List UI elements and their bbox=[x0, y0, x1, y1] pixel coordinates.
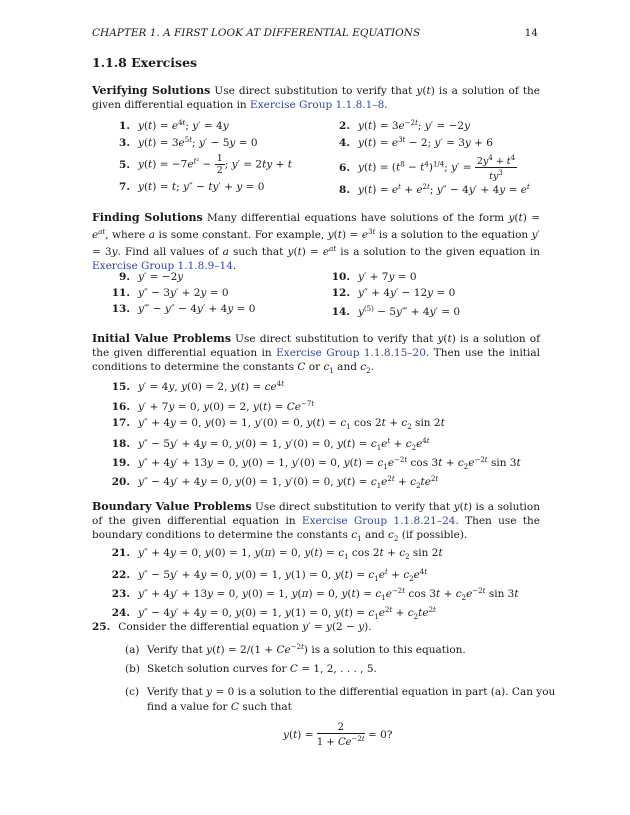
exercise-19: 19. y″ + 4y′ + 13y = 0, y(0) = 1, y′(0) = 0, $y(t) = c_1e^{-2t}$ $\cos 3t + c_2e^{-2t}$ sin 3t bbox=[111, 456, 521, 472]
exercise-16: 16. y′ + 7y = 0, y(0) = 2, $y(t) = Ce^{-7t}$ bbox=[111, 400, 315, 413]
section-heading: 1.1.8 Exercises bbox=[92, 55, 198, 70]
exercise-2: 2. $y(t) = 3e^{-2t}$; y′ = −2y bbox=[339, 119, 471, 132]
exercise-4: 4. $y(t) = e^{3t} - 2$; y′ = 3y + 6 bbox=[339, 136, 493, 149]
boundary-intro: Boundary Value Problems Use direct substitution to verify that y(t) is a solution of the given differential equation in Exercise Group 1.1.8.21–24. Then use the boundary conditions to determine the constants $c_1$ and $c_2$ (if possible). bbox=[92, 500, 540, 544]
exercise-22: 22. y″ − 5y′ + 4y = 0, y(0) = 1, y(1) = 0, $y(t) = c_1e^t + c_2e^{4t}$ bbox=[111, 568, 428, 584]
finding-title: Finding Solutions bbox=[92, 211, 203, 224]
exercise-15: 15. y′ = 4y, y(0) = 2, $y(t) = ce^{4t}$ bbox=[111, 380, 285, 393]
initial-intro: Initial Value Problems Use direct substitution to verify that y(t) is a solution of the given differential equation in Exercise Group 1.1.8.15–20. Then use the initial conditions to determine the constants C or $c_1$ and $c_2$. bbox=[92, 332, 541, 376]
exercise-11: 11. y″ − 3y′ + 2y = 0 bbox=[111, 287, 229, 299]
exercise-20: 20. y″ − 4y′ + 4y = 0, y(0) = 1, y′(0) = 0, $y(t) = c_1e^{2t} + c_2te^{2t}$ bbox=[111, 475, 439, 491]
finding-intro: Finding Solutions Many differential equations have solutions of the form $y(t) = e^{at}$, where a is some constant. For example, $y(t) = e^{3t}$ is a solution to the equation y′ = 3y. Find all values of a such that $y(t) = e^{at}$ is a solution to the given equation in Exercise Group 1.1.8.9–14. bbox=[92, 211, 540, 272]
exercise-25: 25. Consider the differential equation y′ = y(2 − y). bbox=[92, 621, 372, 633]
boundary-title: Boundary Value Problems bbox=[92, 500, 252, 513]
exercise-3: 3. $y(t) = 3e^{5t}$; y′ − 5y = 0 bbox=[119, 136, 258, 149]
verifying-title: Verifying Solutions bbox=[92, 84, 211, 97]
exercise-25c-cont: find a value for C such that bbox=[147, 701, 292, 713]
exercise-25a: (a) Verify that $y(t) = 2/(1 + Ce^{-2t})$ is a solution to this equation. bbox=[125, 643, 466, 656]
exercise-13: 13. y‴ − y″ − 4y′ + 4y = 0 bbox=[111, 303, 256, 315]
exercise-link[interactable]: Exercise Group 1.1.8.9–14 bbox=[92, 260, 233, 272]
running-header bbox=[92, 27, 538, 41]
exercise-1: 1. $y(t) = e^{4t}$; y′ = 4y bbox=[119, 119, 229, 132]
exercise-12: 12. y″ + 4y′ − 12y = 0 bbox=[331, 287, 456, 299]
exercise-link[interactable]: Exercise Group 1.1.8.21–24 bbox=[301, 515, 456, 527]
initial-title: Initial Value Problems bbox=[92, 332, 232, 345]
exercise-link[interactable]: Exercise Group 1.1.8.1–8 bbox=[250, 99, 385, 111]
exercise-7: 7. y(t) = t; y″ − ty′ + y = 0 bbox=[119, 181, 265, 193]
final-equation: y(t) = $\frac{2}{1 + Ce^{-2t}}$ = 0? bbox=[283, 722, 393, 748]
exercise-9: 9. y′ = −2y bbox=[119, 271, 184, 283]
exercise-10: 10. y′ + 7y = 0 bbox=[331, 271, 417, 283]
exercise-link[interactable]: Exercise Group 1.1.8.15–20 bbox=[276, 347, 426, 359]
verifying-intro: Verifying Solutions Use direct substitution to verify that y(t) is a solution of the given differential equation in Exercise Group 1.1.8.1–8. bbox=[92, 84, 541, 111]
exercise-17: 17. y″ + 4y = 0, y(0) = 1, y′(0) = 0, $y(t) = c_1$ $\cos 2t + c_2$ sin 2t bbox=[111, 417, 445, 432]
exercise-23: 23. y″ + 4y′ + 13y = 0, y(0) = 1, y(π) = 0, $y(t) = c_1e^{-2t}$ $\cos 3t + c_2e^{-2t}$ sin 3t bbox=[111, 587, 519, 603]
chapter-title: CHAPTER 1. A FIRST LOOK AT DIFFERENTIAL EQUATIONS bbox=[92, 27, 421, 39]
page-number: 14 bbox=[524, 27, 538, 39]
exercise-25c-label: (c) Verify that y = 0 is a solution to the differential equation in part (a). Can you bbox=[125, 686, 556, 698]
exercise-5: 5. $y(t) = -7e^{t^2}$ − $\frac{1}{2}$ ; y′ = 2ty + t bbox=[119, 153, 292, 176]
exercise-14: 14. $y^{(5)}$ − 5y‴ + 4y′ = 0 bbox=[331, 305, 461, 318]
exercise-24: 24. y″ − 4y′ + 4y = 0, y(0) = 1, y(1) = 0, $y(t) = c_1e^{2t} + c_2te^{2t}$ bbox=[111, 606, 436, 622]
exercise-18: 18. y″ − 5y′ + 4y = 0, y(0) = 1, y′(0) = 0, $y(t) = c_1e^t + c_2e^{4t}$ bbox=[111, 437, 430, 453]
exercise-21: 21. y″ + 4y = 0, y(0) = 1, y(π) = 0, $y(t) = c_1$ $\cos 2t + c_2$ sin 2t bbox=[111, 547, 443, 562]
exercise-8: 8. $y(t) = e^t + e^{2t}$; $y'' - 4y' + 4y = e^t$ bbox=[339, 183, 530, 196]
exercise-6: 6. $y(t) = (t^8 - t^4)^{1/4}$; y′ = $\frac{2y^4 + t^4}{ty^3}$ bbox=[339, 154, 516, 182]
exercise-25b: (b) Sketch solution curves for C = 1, 2, . . . , 5. bbox=[125, 663, 377, 675]
